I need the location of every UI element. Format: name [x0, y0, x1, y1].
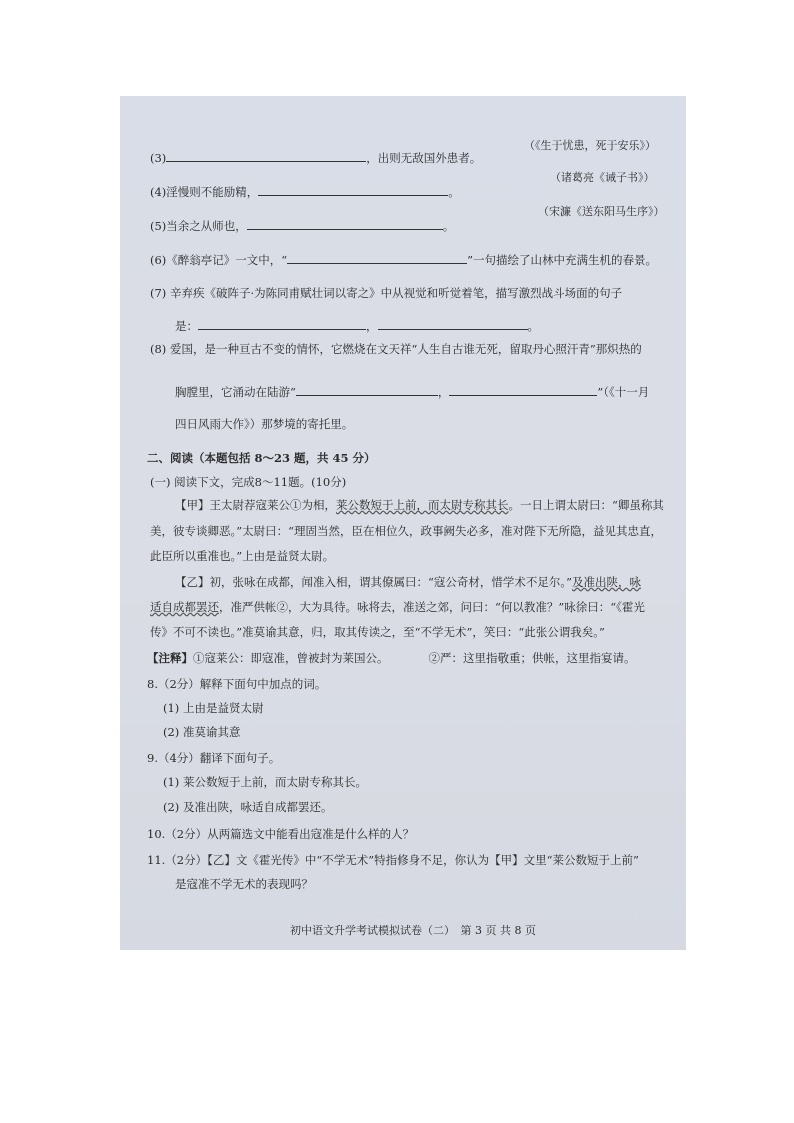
subsection-heading: (一) 阅读下文，完成8～11题。(10分) — [150, 475, 347, 489]
passage-b-line3: 传》不可不读也。”准莫谕其意，归，取其传读之，至“不学无术”，笑曰：“此张公谓我矣。” — [150, 625, 605, 639]
q8-1: (1) 上由是益贤太尉 — [163, 701, 264, 715]
q9-2: (2) 及准出陕，咏适自成都罢还。 — [163, 800, 333, 814]
passage-a-line2: 美，彼专谈卿恶。”太尉曰：“理固当然，臣在相位久，政事阙失必多，准对陛下无所隐，益见其忠直， — [150, 524, 663, 538]
q7-item-3: (3) ，出则无敌国外患者。 — [150, 151, 482, 165]
exam-page — [120, 96, 686, 950]
section-heading: 二、阅读（本题包括 8～23 题，共 45 分） — [147, 451, 376, 465]
answer-blank[interactable] — [449, 384, 597, 396]
q11-line2: 是寇准不学无术的表现吗？ — [175, 877, 313, 891]
q10: 10.（2分）从两篇选文中能看出寇准是什么样的人？ — [147, 827, 415, 841]
answer-blank[interactable] — [378, 318, 528, 330]
passage-b-line2: 适自成都罢还，准严供帐②，大为具待。咏将去，准送之郊，问曰：“何以教准？”咏徐曰：“《霍光 — [150, 600, 645, 614]
page-footer: 初中语文升学考试模拟试卷（二） 第 3 页 共 8 页 — [290, 924, 536, 937]
q9-1: (1) 莱公数短于上前，而太尉专称其长。 — [163, 775, 367, 789]
answer-blank[interactable] — [198, 318, 366, 330]
passage-a-line1: 【甲】王太尉荐寇莱公①为相，莱公数短于上前，而太尉专称其长。一日上谓太尉曰：“卿虽称其 — [175, 498, 664, 512]
q7-item-7-answer: 是： ， 。 — [175, 319, 539, 333]
q7-item-7: (7) 辛弃疾《破阵子·为陈同甫赋壮词以寄之》中从视觉和听觉着笔，描写激烈战斗场面的句子 — [150, 286, 623, 300]
q7-item-8: (8) 爱国，是一种亘古不变的情怀，它燃烧在文天祥“人生自古谁无死，留取丹心照汗青”那炽热的 — [150, 342, 642, 356]
q7-item-6: (6)《醉翁亭记》一文中，“ ”一句描绘了山林中充满生机的春景。 — [150, 253, 658, 267]
q9: 9.（4分）翻译下面句子。 — [147, 751, 281, 765]
q8: 8.（2分）解释下面句中加点的词。 — [147, 677, 327, 691]
q7-item-4: (4)淫慢则不能励精， 。 — [150, 185, 460, 199]
source-note: （宋濂《送东阳马生序》） — [538, 205, 665, 218]
q7-item-8-line3: 四日风雨大作》）那梦境的寄托里。 — [175, 417, 354, 431]
passage-b-line1: 【乙】初，张咏在成都，闻准入相，谓其僚属曰：“寇公奇材，惜学术不足尔。”及准出陕，咏 — [175, 575, 642, 589]
answer-blank[interactable] — [258, 184, 448, 196]
answer-blank[interactable] — [247, 218, 443, 230]
source-note: （《生于忧患，死于安乐》） — [524, 139, 656, 152]
annotation: 【注释】①寇莱公：即寇准，曾被封为莱国公。 ②严：这里指敬重；供帐，这里指宴请。 — [147, 651, 636, 665]
answer-blank[interactable] — [287, 252, 467, 264]
q8-2: (2) 准莫谕其意 — [163, 725, 241, 739]
answer-blank[interactable] — [166, 150, 366, 162]
q11: 11.（2分）【乙】文《霍光传》中“不学无术”特指修身不足，你认为【甲】文里“莱公数短于上前” — [147, 853, 639, 867]
q7-item-8-line2: 胸膛里，它涌动在陆游“ ， ”（《十一月 — [175, 385, 650, 399]
passage-a-line3: 此臣所以重准也。”上由是益贤太尉。 — [150, 549, 335, 563]
answer-blank[interactable] — [296, 384, 438, 396]
q7-item-5: (5)当余之从师也， 。 — [150, 219, 455, 233]
source-note: （诸葛亮《诫子书》） — [550, 171, 655, 184]
